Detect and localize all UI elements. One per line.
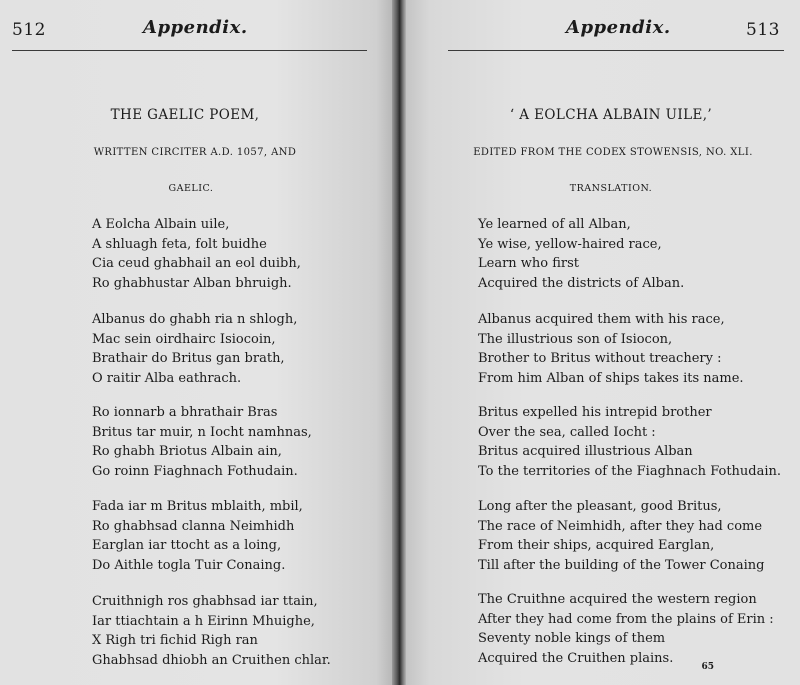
left-stanza-4 (92, 497, 303, 575)
verse-line: Britus expelled his intrepid brother (478, 405, 712, 420)
right-page (406, 0, 800, 685)
verse-line: Cruithnigh ros ghabhsad iar ttain, (92, 594, 318, 609)
verse-line: O raitir Alba eathrach. (92, 370, 242, 386)
verse-line: After they had come from the plains of Erin : (478, 611, 774, 627)
verse-line: Do Aithle togla Tuir Conaing. (92, 557, 286, 573)
verse-line: Acquired the Cruithen plains. (478, 650, 674, 666)
left-stanza-2 (92, 310, 297, 388)
verse-line: The Cruithne acquired the western region (478, 592, 757, 607)
left-header-rule (12, 50, 367, 51)
left-page (0, 0, 392, 685)
right-running-title: Appendix. (566, 17, 671, 38)
verse-line: To the territories of the Fiaghnach Fothudain. (478, 463, 782, 479)
right-heading-main: ‘ A EOLCHA ALBAIN UILE,’ (509, 107, 713, 123)
right-page-number: 513 (746, 20, 780, 40)
left-heading-language: GAELIC. (168, 183, 214, 194)
left-running-head (0, 16, 392, 44)
verse-line: Albanus acquired them with his race, (478, 312, 725, 327)
verse-line: The illustrious son of Isiocon, (478, 331, 673, 347)
printer-signature-mark: 65 (701, 662, 714, 672)
verse-line: Ro ghabhustar Alban bhruigh. (92, 275, 292, 291)
verse-line: Seventy noble kings of them (478, 631, 666, 646)
left-stanza-5 (92, 592, 331, 670)
right-header-rule (448, 50, 784, 51)
verse-line: Acquired the districts of Alban. (478, 275, 685, 291)
right-stanza-2 (478, 310, 744, 388)
verse-line: Ro ionnarb a bhrathair Bras (92, 405, 278, 420)
verse-line: Earglan iar ttocht as a loing, (92, 538, 282, 553)
verse-line: Brother to Britus without treachery : (478, 351, 722, 366)
verse-line: Iar ttiachtain a h Eirinn Mhuighe, (92, 613, 315, 629)
verse-line: Over the sea, called Iocht : (478, 424, 656, 440)
verse-line: Ye wise, yellow-haired race, (478, 236, 662, 252)
right-heading-sub: EDITED FROM THE CODEX STOWENSIS, NO. XLI. (473, 147, 753, 158)
right-stanza-5 (478, 590, 774, 668)
verse-line: Britus acquired illustrious Alban (478, 444, 693, 459)
book-gutter (392, 0, 406, 685)
verse-line: Mac sein oirdhairc Isiocoin, (92, 331, 276, 347)
left-stanza-3 (92, 403, 312, 481)
verse-line: Ro ghabhsad clanna Neimhidh (92, 518, 295, 534)
verse-line: Ro ghabh Briotus Albain ain, (92, 444, 282, 459)
verse-line: Brathair do Britus gan brath, (92, 351, 285, 366)
right-heading-translation: TRANSLATION. (569, 183, 653, 194)
verse-line: Learn who first (478, 256, 580, 271)
left-running-title: Appendix. (143, 17, 248, 38)
verse-line: Britus tar muir, n Iocht namhnas, (92, 424, 312, 440)
right-running-head (406, 16, 800, 44)
left-heading-sub: WRITTEN CIRCITER A.D. 1057, AND (93, 147, 297, 158)
verse-line: Fada iar m Britus mblaith, mbil, (92, 499, 303, 514)
right-stanza-1 (478, 215, 684, 293)
verse-line: Till after the building of the Tower Conaing (478, 557, 765, 573)
verse-line: Cia ceud ghabhail an eol duibh, (92, 256, 301, 271)
left-page-number: 512 (12, 20, 46, 40)
verse-line: From him Alban of ships takes its name. (478, 370, 744, 386)
right-stanza-4 (478, 497, 764, 575)
verse-line: A shluagh feta, folt buidhe (92, 236, 267, 252)
verse-line: From their ships, acquired Earglan, (478, 538, 715, 553)
verse-line: Ghabhsad dhiobh an Cruithen chlar. (92, 652, 331, 668)
verse-line: Go roinn Fiaghnach Fothudain. (92, 463, 298, 479)
left-heading-main: THE GAELIC POEM, (110, 107, 260, 123)
verse-line: The race of Neimhidh, after they had come (478, 518, 763, 534)
verse-line: Albanus do ghabh ria n shlogh, (92, 312, 298, 327)
verse-line: A Eolcha Albain uile, (92, 217, 230, 232)
left-stanza-1 (92, 215, 301, 293)
right-stanza-3 (478, 403, 781, 481)
verse-line: Ye learned of all Alban, (478, 217, 631, 232)
verse-line: X Righ tri fichid Righ ran (92, 633, 258, 648)
verse-line: Long after the pleasant, good Britus, (478, 499, 722, 514)
